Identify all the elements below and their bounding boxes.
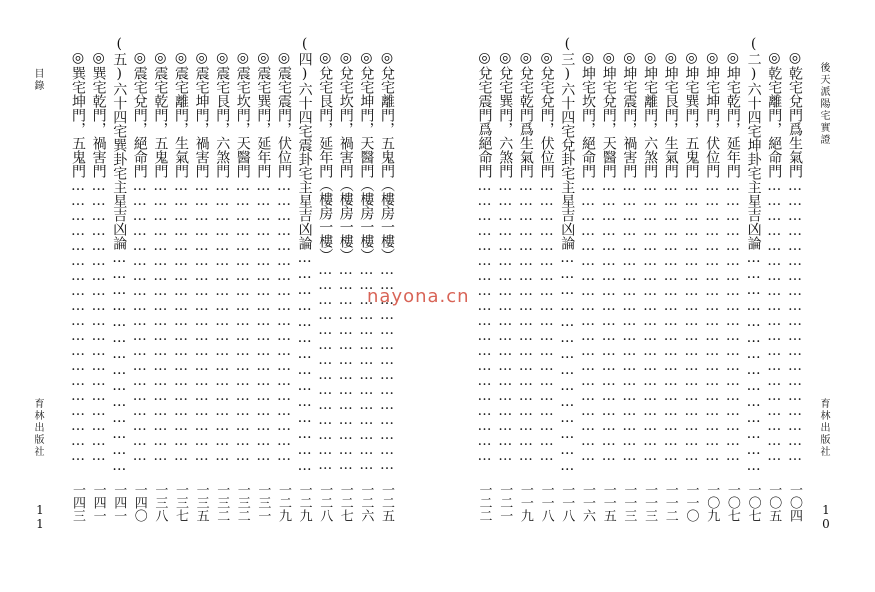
- toc-page-number: 一二二: [476, 483, 492, 522]
- toc-entry: [92, 50, 106, 463]
- toc-entry-title: ◎震宅乾門，五鬼門: [152, 50, 169, 178]
- toc-page-number: 一一二: [662, 483, 678, 522]
- leader-dots: …………………………………………………: [497, 178, 514, 463]
- toc-entry: [71, 50, 85, 463]
- toc-page-number: 一三七: [173, 483, 188, 522]
- left-page-number: 11: [33, 503, 47, 531]
- toc-entry-title: ◎坤宅離門，六煞門: [642, 50, 659, 178]
- toc-entry-title: ◎兌宅乾門爲生氣門: [517, 50, 534, 178]
- toc-entry-title: ◎震宅震門，伏位門: [276, 50, 292, 178]
- leader-dots: ……………………………………: [358, 262, 375, 472]
- toc-entry: [256, 50, 270, 463]
- toc-entry-title: (四)六十四宅震卦宅主星吉凶論: [296, 36, 313, 250]
- leader-dots: …………………………………………………: [193, 178, 210, 463]
- leader-dots: ……………………………………: [111, 250, 128, 474]
- toc-entry: [643, 50, 657, 463]
- toc-entry: [498, 50, 512, 463]
- toc-page-number: 一二六: [358, 483, 374, 522]
- toc-entry-title: ◎兌宅坎門，禍害門（樓房一樓）: [337, 50, 354, 262]
- leader-dots: …………………………………………………: [131, 178, 148, 463]
- toc-page-number: 一三二: [214, 483, 230, 522]
- right-page-publisher: 育林出版社: [818, 398, 829, 458]
- toc-entry-title: (三)六十四宅兌卦宅主星吉凶論: [559, 36, 576, 250]
- leader-dots: …………………………………………………: [766, 178, 783, 463]
- toc-page-number: 一二八: [317, 483, 333, 522]
- left-page-header: 目錄: [32, 68, 43, 92]
- toc-section-heading: [112, 36, 126, 474]
- leader-dots: …………………………………………………: [787, 178, 803, 463]
- leader-dots: …………………………………………………: [724, 178, 741, 463]
- toc-entry-title: ◎巽宅坤門，五鬼門: [70, 50, 86, 178]
- toc-page-number: 一一三: [621, 483, 637, 522]
- toc-section-heading: [560, 36, 574, 474]
- toc-entry: [195, 50, 209, 463]
- toc-entry-title: ◎震宅離門，生氣門: [173, 50, 189, 178]
- toc-page-number: 一一九: [517, 483, 533, 522]
- toc-entry-title: ◎震宅兌門，絕命門: [131, 50, 148, 178]
- leader-dots: …………………………………………………: [234, 178, 251, 463]
- toc-entry-title: ◎兌宅震門爲絕命門: [476, 50, 493, 178]
- toc-page-number: 一四一: [111, 483, 127, 522]
- toc-entry-title: ◎震宅艮門，六煞門: [214, 50, 231, 178]
- leader-dots: …………………………………………………: [683, 178, 700, 463]
- toc-page-number: 一一三: [642, 483, 658, 522]
- toc-entry-title: (五)六十四宅巽卦宅主星吉凶論: [111, 36, 128, 250]
- toc-page-number: 一〇七: [745, 483, 761, 522]
- toc-entry-title: ◎坤宅坎門，絕命門: [580, 50, 596, 178]
- toc-entry-title: ◎震宅坎門，天醫門: [234, 50, 251, 178]
- toc-entry-title: ◎巽宅乾門，禍害門: [90, 50, 107, 178]
- right-page-header: 後天派陽宅實證: [818, 62, 829, 146]
- toc-page-number: 一〇五: [766, 483, 782, 522]
- toc-entry-title: ◎兌宅巽門，六煞門: [497, 50, 514, 178]
- toc-section-heading: [298, 36, 312, 474]
- toc-entry: [153, 50, 167, 463]
- toc-entry: [540, 50, 554, 463]
- toc-entry: [519, 50, 533, 463]
- toc-page-number: 一一八: [538, 483, 554, 522]
- leader-dots: ……………………………………: [745, 250, 762, 474]
- toc-entry-title: ◎乾宅離門，絕命門: [766, 50, 783, 178]
- toc-page-number: 一四〇: [131, 483, 147, 522]
- left-page-publisher: 育林出版社: [32, 398, 43, 458]
- toc-entry: [622, 50, 636, 463]
- leader-dots: …………………………………………………: [538, 178, 555, 463]
- toc-page-number: 一二一: [497, 483, 513, 522]
- toc-page-number: 一三五: [193, 483, 209, 522]
- toc-entry: [726, 50, 740, 463]
- toc-entry: [380, 50, 394, 472]
- toc-page-number: 一一六: [580, 483, 595, 522]
- toc-entry-title: ◎坤宅艮門，生氣門: [662, 50, 679, 178]
- toc-entry-title: ◎乾宅兌門爲生氣門: [787, 50, 803, 178]
- toc-entry-title: ◎坤宅兌門，天醫門: [600, 50, 617, 178]
- toc-page-number: 一一〇: [683, 483, 699, 522]
- toc-entry-title: ◎坤宅坤門，伏位門: [704, 50, 721, 178]
- toc-page-number: 一二七: [337, 483, 353, 522]
- leader-dots: …………………………………………………: [662, 178, 679, 463]
- leader-dots: ……………………………………: [379, 262, 395, 472]
- toc-page-number: 一四三: [70, 483, 85, 522]
- toc-entry: [215, 50, 229, 463]
- leader-dots: …………………………………………………: [214, 178, 231, 463]
- toc-entry: [685, 50, 699, 463]
- toc-page-number: 一一八: [559, 483, 575, 522]
- toc-entry: [174, 50, 188, 463]
- leader-dots: ……………………………………: [559, 250, 576, 474]
- toc-entry: [767, 50, 781, 463]
- toc-entry: [664, 50, 678, 463]
- toc-entry: [277, 50, 291, 463]
- toc-page-number: 一〇九: [704, 483, 720, 522]
- leader-dots: …………………………………………………: [517, 178, 534, 463]
- toc-entry-title: ◎兌宅坤門，天醫門（樓房一樓）: [358, 50, 375, 262]
- toc-entry-title: ◎震宅坤門，禍害門: [193, 50, 210, 178]
- toc-entry: [478, 50, 492, 463]
- leader-dots: …………………………………………………: [600, 178, 617, 463]
- toc-entry: [318, 50, 332, 472]
- toc-entry: [602, 50, 616, 463]
- leader-dots: ……………………………………: [317, 262, 334, 472]
- leader-dots: …………………………………………………: [476, 178, 493, 463]
- toc-page-number: 一二九: [276, 483, 291, 522]
- toc-page-number: 一〇四: [787, 483, 802, 522]
- leader-dots: …………………………………………………: [90, 178, 107, 463]
- toc-page-number: 一一五: [600, 483, 616, 522]
- toc-page-number: 一二五: [379, 483, 394, 522]
- leader-dots: …………………………………………………: [642, 178, 659, 463]
- toc-entry-title: ◎兌宅艮門，延年門（樓房一樓）: [317, 50, 334, 262]
- toc-page-number: 一三二: [234, 483, 250, 522]
- toc-entry-title: ◎坤宅巽門，五鬼門: [683, 50, 700, 178]
- toc-page-number: 一〇七: [724, 483, 740, 522]
- toc-entry: [359, 50, 373, 472]
- toc-entry-title: ◎坤宅乾門，延年門: [724, 50, 741, 178]
- toc-entry-title: ◎震宅巽門，延年門: [255, 50, 272, 178]
- toc-page-number: 一三八: [152, 483, 168, 522]
- toc-entry: [581, 50, 595, 463]
- toc-entry: [133, 50, 147, 463]
- toc-entry: [788, 50, 802, 463]
- toc-section-heading: [747, 36, 761, 474]
- toc-entry: [339, 50, 353, 472]
- leader-dots: …………………………………………………: [255, 178, 272, 463]
- toc-page-number: 一三一: [255, 483, 271, 522]
- toc-entry-title: ◎兌宅離門，五鬼門（樓房一樓）: [379, 50, 395, 262]
- right-page-number: 10: [819, 503, 833, 531]
- toc-entry-title: ◎坤宅震門，禍害門: [621, 50, 638, 178]
- leader-dots: …………………………………………………: [276, 178, 292, 463]
- toc-page-number: 一二九: [296, 483, 312, 522]
- leader-dots: …………………………………………………: [621, 178, 638, 463]
- watermark: nayona.cn: [367, 286, 470, 307]
- leader-dots: …………………………………………………: [704, 178, 721, 463]
- toc-page-number: 一四一: [90, 483, 106, 522]
- leader-dots: ……………………………………: [296, 250, 313, 474]
- leader-dots: …………………………………………………: [580, 178, 596, 463]
- leader-dots: …………………………………………………: [173, 178, 189, 463]
- toc-entry: [705, 50, 719, 463]
- leader-dots: ……………………………………: [337, 262, 354, 472]
- leader-dots: …………………………………………………: [152, 178, 169, 463]
- toc-entry-title: (二)六十四宅坤卦宅主星吉凶論: [745, 36, 762, 250]
- leader-dots: …………………………………………………: [70, 178, 86, 463]
- toc-entry: [236, 50, 250, 463]
- toc-entry-title: ◎兌宅兌門，伏位門: [538, 50, 555, 178]
